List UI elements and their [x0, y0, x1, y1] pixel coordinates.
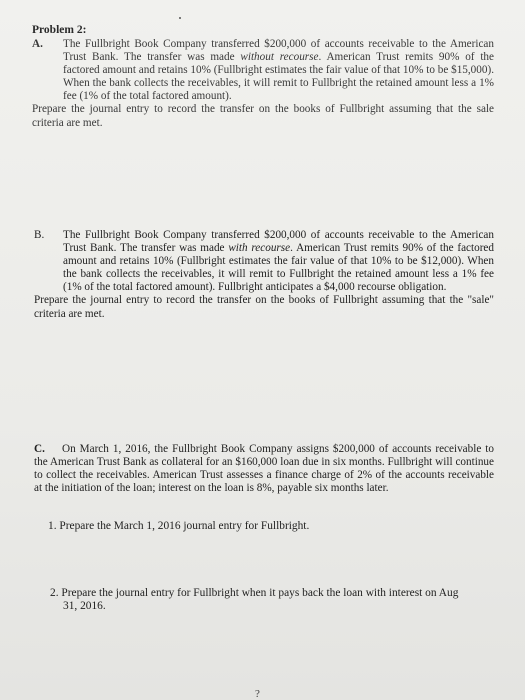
section-b-prepare: Prepare the journal entry to record the transfer on the books of Fullbright assuming that the "sale" criteria are met.	[34, 294, 494, 320]
question-2	[50, 587, 495, 613]
section-b-text-2: . American Trust remits 90% of the factored amount and retains 10% (Fullbright estimates the fair value of that 10% to be $12,000). When the bank collects the receivables, it will remit to Fullbright the retained amount less a 1% fee (1% of the total factored amount). Fullbright anticipates a $4,000 recourse obligation.	[63, 242, 494, 294]
section-b-text-1: The Fullbright Book Company transferred $200,000 of accounts receivable to the American Trust Bank. The transfer was made	[63, 229, 494, 255]
question-1-number: 1.	[48, 520, 57, 532]
page-mark: ?	[255, 688, 260, 700]
section-b-emphasis: with recourse	[228, 242, 291, 255]
section-b-label: B.	[34, 229, 45, 241]
question-1	[48, 520, 309, 533]
section-c-label: C.	[34, 443, 45, 455]
section-a-body	[63, 38, 494, 103]
section-c-body	[34, 443, 494, 495]
question-2-line-2: 31, 2016.	[63, 600, 106, 613]
question-2-line-1: Prepare the journal entry for Fullbright when it pays back the loan with interest on Aug	[61, 587, 459, 599]
section-c-text: On March 1, 2016, the Fullbright Book Company assigns $200,000 of accounts receivable to the American Trust Bank as collateral for an $160,000 loan due in six months. Fullbright will continue to collect the receivables. American Trust assesses a finance charge of 2% of the accounts receivable at the initiation of the loan; interest on the loan is 8%, payable six months later.	[34, 443, 494, 495]
section-b	[34, 229, 494, 321]
section-a-text-2: . American Trust remits 90% of the factored amount and retains 10% (Fullbright estimates the fair value of that 10% to be $15,000). When the bank collects the receivables, it will remit to Fullbright the retained amount less a 1% fee (1% of the total factored amount).	[63, 51, 494, 103]
section-a-prepare: Prepare the journal entry to record the transfer on the books of Fullbright assuming that the sale criteria are met.	[32, 103, 494, 129]
question-1-text: Prepare the March 1, 2016 journal entry for Fullbright.	[59, 520, 310, 532]
page-speck	[179, 17, 181, 19]
section-b-body	[63, 229, 494, 294]
section-a	[32, 38, 494, 130]
section-a-text-1: The Fullbright Book Company transferred $200,000 of accounts receivable to the American Trust Bank. The transfer was made	[63, 38, 494, 64]
section-a-emphasis: without recourse	[240, 51, 319, 64]
section-c	[34, 443, 494, 495]
section-a-label: A.	[32, 38, 43, 50]
question-2-number: 2.	[50, 587, 59, 599]
problem-title: Problem 2:	[32, 24, 87, 36]
